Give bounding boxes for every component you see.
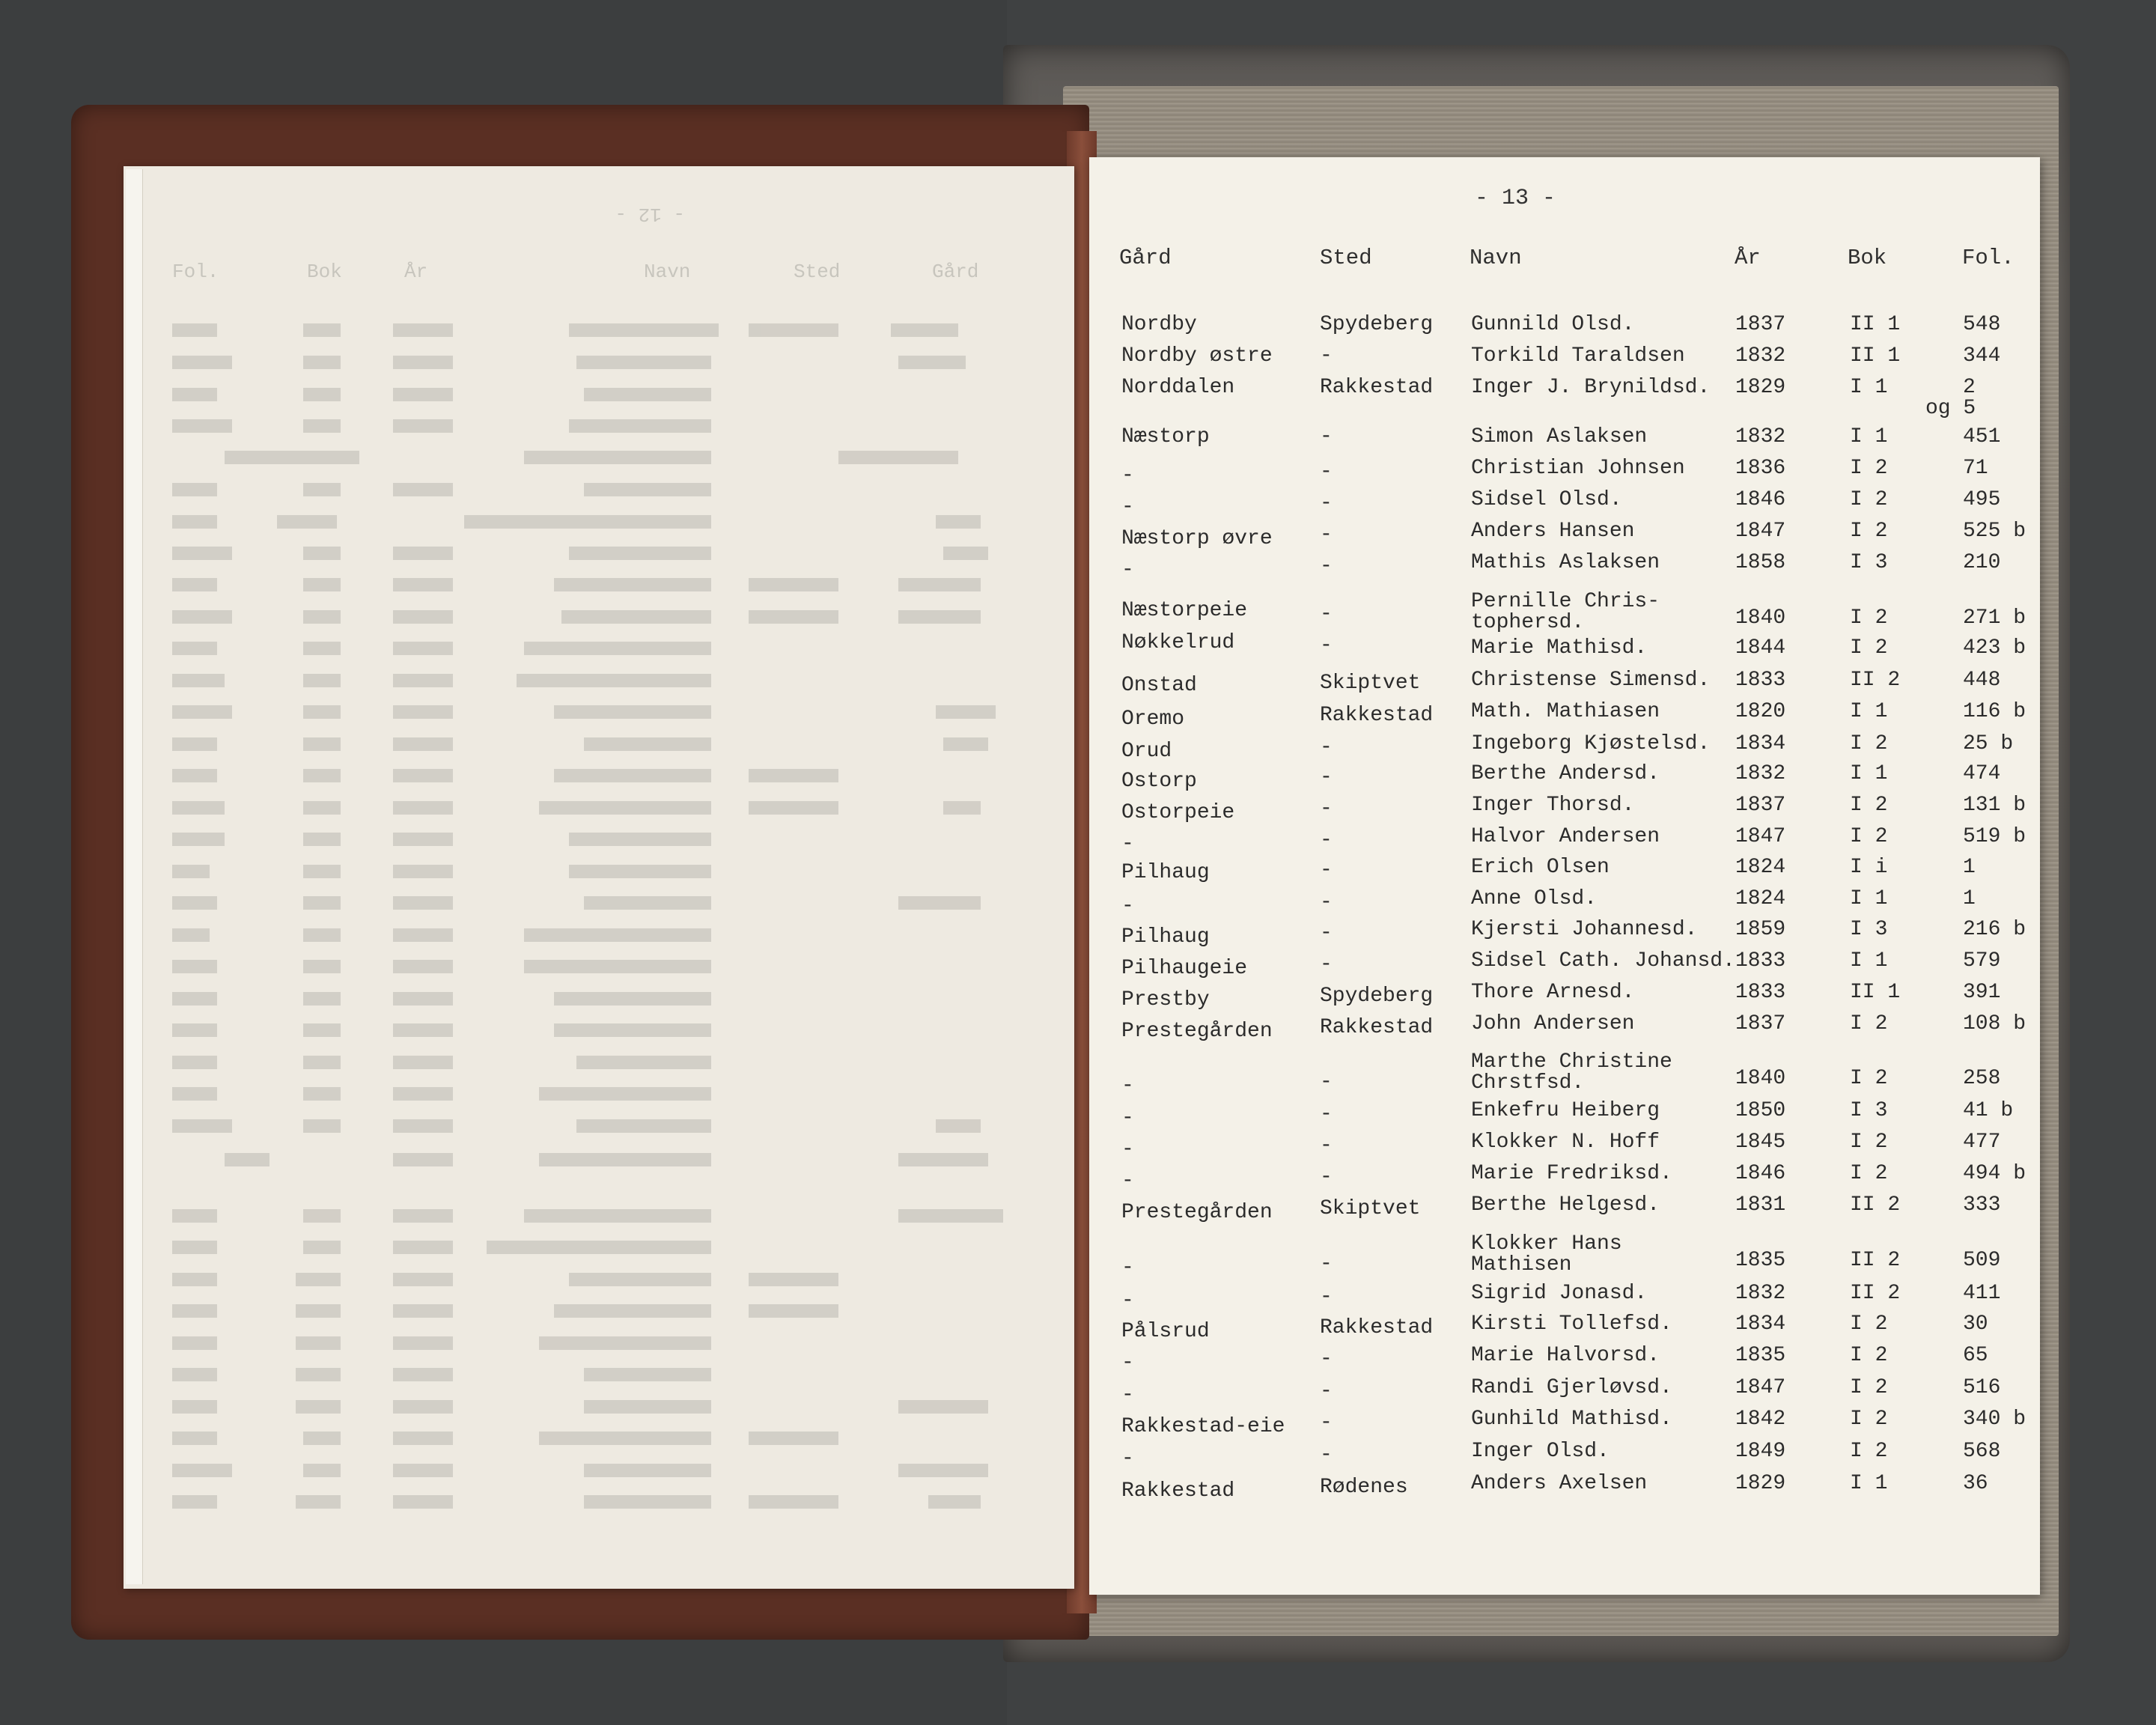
- cell-bok: II 1: [1850, 981, 1901, 1004]
- right-page-number: - 13 -: [1475, 186, 1556, 211]
- cell-fol: 65: [1963, 1344, 1988, 1367]
- cell-bok: I 2: [1850, 1440, 1888, 1463]
- cell-bok: I 2: [1850, 1012, 1888, 1035]
- left-page-number: - 12 -: [615, 203, 685, 225]
- header-fol: Fol.: [1962, 246, 2015, 270]
- cell-sted: -: [1320, 891, 1333, 914]
- cell-fol: 41 b: [1963, 1099, 2014, 1122]
- cell-ar: 1832: [1735, 344, 1786, 368]
- cell-ar: 1847: [1735, 825, 1786, 848]
- left-header-navn: Navn: [644, 261, 691, 283]
- cell-fol: 525 b: [1963, 520, 2026, 543]
- cell-sted: -: [1320, 922, 1333, 945]
- cell-ar: 1829: [1735, 1472, 1786, 1495]
- cell-navn: Erich Olsen: [1471, 856, 1610, 879]
- cell-sted: -: [1320, 633, 1333, 657]
- cell-navn: Gunnild Olsd.: [1471, 313, 1635, 336]
- cell-navn: Sidsel Cath. Johansd.: [1471, 949, 1735, 973]
- cell-navn-continued: Chrstfsd.: [1471, 1071, 1585, 1095]
- left-header-bok: Bok: [307, 261, 342, 283]
- cell-navn: Inger J. Brynildsd.: [1471, 376, 1711, 399]
- cell-gard: -: [1121, 895, 1134, 918]
- cell-fol: 71: [1963, 457, 1988, 480]
- header-ar: År: [1735, 246, 1761, 270]
- cell-ar: 1835: [1735, 1344, 1786, 1367]
- cell-gard: -: [1121, 1447, 1134, 1470]
- cell-sted: Skiptvet: [1320, 671, 1421, 695]
- cell-bok: I 1: [1850, 1472, 1888, 1495]
- cell-bok: I 3: [1850, 918, 1888, 941]
- page-left: [124, 166, 1074, 1589]
- cell-fol: 519 b: [1963, 825, 2026, 848]
- cell-sted: -: [1320, 953, 1333, 976]
- cell-bok: I 1: [1850, 887, 1888, 910]
- cell-sted: -: [1320, 766, 1333, 789]
- cell-navn: Randi Gjerløvsd.: [1471, 1376, 1672, 1399]
- cell-fol: 25 b: [1963, 732, 2014, 755]
- cell-sted: Rakkestad: [1320, 1316, 1434, 1339]
- cell-fol: 391: [1963, 981, 2001, 1004]
- cell-navn: Ingeborg Kjøstelsd.: [1471, 732, 1711, 755]
- cell-navn: Christian Johnsen: [1471, 457, 1685, 480]
- cell-gard: Ostorpeie: [1121, 801, 1235, 824]
- cell-bok: I 2: [1850, 1344, 1888, 1367]
- cell-gard: Ostorp: [1121, 770, 1197, 793]
- cell-ar: 1836: [1735, 457, 1786, 480]
- note-og-5: og 5: [1925, 397, 1976, 420]
- cell-sted: -: [1320, 1253, 1333, 1276]
- cell-sted: Spydeberg: [1320, 313, 1434, 336]
- cell-bok: I 1: [1850, 700, 1888, 723]
- cell-fol: 494 b: [1963, 1162, 2026, 1185]
- cell-navn: Thore Arnesd.: [1471, 981, 1635, 1004]
- cell-ar: 1847: [1735, 520, 1786, 543]
- cell-navn: Kjersti Johannesd.: [1471, 918, 1698, 941]
- cell-ar: 1859: [1735, 918, 1786, 941]
- cell-gard: -: [1121, 496, 1134, 519]
- left-header-ar: År: [404, 261, 428, 283]
- cell-bok: I 1: [1850, 425, 1888, 448]
- cell-gard: -: [1121, 559, 1134, 582]
- cell-fol: 116 b: [1963, 700, 2026, 723]
- cell-gard: Rakkestad: [1121, 1479, 1235, 1503]
- cell-gard: -: [1121, 1351, 1134, 1375]
- cell-navn: Enkefru Heiberg: [1471, 1099, 1660, 1122]
- cell-bok: I 1: [1850, 376, 1888, 399]
- cell-sted: -: [1320, 1286, 1333, 1309]
- cell-sted: -: [1320, 736, 1333, 759]
- cell-bok: II 1: [1850, 313, 1901, 336]
- cell-bok: I 2: [1850, 488, 1888, 511]
- cell-ar: 1835: [1735, 1249, 1786, 1272]
- cell-bok: I 2: [1850, 794, 1888, 817]
- cell-bok: II 2: [1850, 1193, 1901, 1217]
- cell-navn: Inger Thorsd.: [1471, 794, 1635, 817]
- cell-navn: Kirsti Tollefsd.: [1471, 1312, 1672, 1336]
- cell-fol: 131 b: [1963, 794, 2026, 817]
- cell-bok: I 2: [1850, 606, 1888, 630]
- cell-bok: I 3: [1850, 551, 1888, 574]
- cell-ar: 1837: [1735, 313, 1786, 336]
- cell-fol: 516: [1963, 1376, 2001, 1399]
- cell-ar: 1832: [1735, 762, 1786, 785]
- cell-gard: Næstorp: [1121, 425, 1210, 448]
- cell-bok: I 2: [1850, 1376, 1888, 1399]
- page-left-edge: [126, 169, 143, 1584]
- cell-navn: Berthe Andersd.: [1471, 762, 1660, 785]
- cell-gard: Prestegården: [1121, 1201, 1273, 1224]
- cell-ar: 1833: [1735, 669, 1786, 692]
- cell-navn: Christense Simensd.: [1471, 669, 1711, 692]
- cell-fol: 258: [1963, 1067, 2001, 1090]
- cell-fol: 271 b: [1963, 606, 2026, 630]
- cell-sted: -: [1320, 858, 1333, 882]
- cell-ar: 1837: [1735, 794, 1786, 817]
- cell-ar: 1833: [1735, 949, 1786, 973]
- cell-sted: -: [1320, 1166, 1333, 1189]
- cell-sted: -: [1320, 829, 1333, 852]
- cell-bok: I 2: [1850, 636, 1888, 660]
- cell-sted: -: [1320, 1134, 1333, 1157]
- cell-fol: 579: [1963, 949, 2001, 973]
- cell-ar: 1850: [1735, 1099, 1786, 1122]
- cell-navn: Marie Mathisd.: [1471, 636, 1648, 660]
- cell-fol: 423 b: [1963, 636, 2026, 660]
- cell-gard: Næstorp øvre: [1121, 527, 1273, 550]
- cell-gard: -: [1121, 1107, 1134, 1130]
- cell-sted: -: [1320, 555, 1333, 578]
- cell-fol: 108 b: [1963, 1012, 2026, 1035]
- cell-gard: Prestegården: [1121, 1020, 1273, 1043]
- cell-fol: 474: [1963, 762, 2001, 785]
- cell-navn: Simon Aslaksen: [1471, 425, 1648, 448]
- cell-gard: Næstorpeie: [1121, 599, 1248, 622]
- cell-fol: 451: [1963, 425, 2001, 448]
- cell-fol: 344: [1963, 344, 2001, 368]
- cell-sted: Skiptvet: [1320, 1197, 1421, 1220]
- cell-bok: I 2: [1850, 732, 1888, 755]
- header-sted: Sted: [1320, 246, 1372, 270]
- cell-navn: Mathis Aslaksen: [1471, 551, 1660, 574]
- cell-gard: -: [1121, 1138, 1134, 1161]
- cell-navn-continued: tophersd.: [1471, 611, 1585, 634]
- cell-ar: 1824: [1735, 856, 1786, 879]
- cell-ar: 1824: [1735, 887, 1786, 910]
- cell-sted: -: [1320, 523, 1333, 547]
- cell-fol: 495: [1963, 488, 2001, 511]
- cell-sted: -: [1320, 1103, 1333, 1126]
- cell-navn: Pernille Chris-: [1471, 590, 1660, 613]
- cell-fol: 340 b: [1963, 1408, 2026, 1431]
- cell-sted: -: [1320, 1071, 1333, 1094]
- cell-navn: Marie Halvorsd.: [1471, 1344, 1660, 1367]
- cell-bok: I 3: [1850, 1099, 1888, 1122]
- cell-fol: 548: [1963, 313, 2001, 336]
- cell-ar: 1831: [1735, 1193, 1786, 1217]
- cell-ar: 1832: [1735, 1282, 1786, 1305]
- cell-ar: 1840: [1735, 606, 1786, 630]
- cell-sted: Rakkestad: [1320, 1016, 1434, 1039]
- left-header-fol: Fol.: [172, 261, 219, 283]
- cell-ar: 1842: [1735, 1408, 1786, 1431]
- cell-gard: -: [1121, 833, 1134, 856]
- cell-navn: Torkild Taraldsen: [1471, 344, 1685, 368]
- cell-bok: II 1: [1850, 344, 1901, 368]
- cell-bok: I 2: [1850, 825, 1888, 848]
- cell-sted: Rødenes: [1320, 1476, 1408, 1499]
- cell-ar: 1846: [1735, 488, 1786, 511]
- cell-bok: II 2: [1850, 1249, 1901, 1272]
- cell-navn: Berthe Helgesd.: [1471, 1193, 1660, 1217]
- cell-sted: -: [1320, 603, 1333, 626]
- cell-navn: Marie Fredriksd.: [1471, 1162, 1672, 1185]
- cell-ar: 1832: [1735, 425, 1786, 448]
- cell-gard: Nøkkelrud: [1121, 631, 1235, 654]
- left-header-gard: Gård: [932, 261, 979, 283]
- cell-fol: 36: [1963, 1472, 1988, 1495]
- header-navn: Navn: [1470, 246, 1522, 270]
- cell-gard: Nordby: [1121, 313, 1197, 336]
- cell-gard: Prestby: [1121, 988, 1210, 1011]
- cell-sted: -: [1320, 1348, 1333, 1371]
- cell-sted: Rakkestad: [1320, 704, 1434, 727]
- cell-fol: 210: [1963, 551, 2001, 574]
- cell-navn: Klokker Hans: [1471, 1232, 1622, 1256]
- cell-ar: 1820: [1735, 700, 1786, 723]
- cell-bok: I 2: [1850, 1162, 1888, 1185]
- cell-gard: Orud: [1121, 740, 1172, 763]
- cell-ar: 1833: [1735, 981, 1786, 1004]
- cell-sted: -: [1320, 425, 1333, 448]
- cell-bok: I 2: [1850, 520, 1888, 543]
- cell-gard: Nordby østre: [1121, 344, 1273, 368]
- cell-ar: 1837: [1735, 1012, 1786, 1035]
- cell-sted: -: [1320, 1380, 1333, 1403]
- cell-bok: I 2: [1850, 1067, 1888, 1090]
- left-header-sted: Sted: [794, 261, 841, 283]
- cell-fol: 509: [1963, 1249, 2001, 1272]
- cell-navn: Anders Hansen: [1471, 520, 1635, 543]
- cell-bok: I 1: [1850, 762, 1888, 785]
- cell-navn: Sidsel Olsd.: [1471, 488, 1622, 511]
- cell-fol: 333: [1963, 1193, 2001, 1217]
- cell-fol: 1: [1963, 887, 1976, 910]
- cell-gard: -: [1121, 1384, 1134, 1407]
- cell-gard: Pilhaug: [1121, 861, 1210, 884]
- cell-navn-continued: Mathisen: [1471, 1253, 1572, 1277]
- cell-fol: 1: [1963, 856, 1976, 879]
- cell-navn: Klokker N. Hoff: [1471, 1131, 1660, 1154]
- header-bok: Bok: [1848, 246, 1887, 270]
- cell-sted: -: [1320, 460, 1333, 484]
- cell-bok: I 1: [1850, 949, 1888, 973]
- cell-gard: -: [1121, 464, 1134, 487]
- cell-sted: -: [1320, 1411, 1333, 1435]
- cell-navn: Sigrid Jonasd.: [1471, 1282, 1648, 1305]
- cell-ar: 1846: [1735, 1162, 1786, 1185]
- cell-fol: 2: [1963, 376, 1976, 399]
- cell-ar: 1834: [1735, 1312, 1786, 1336]
- cell-navn: Inger Olsd.: [1471, 1440, 1610, 1463]
- cell-bok: I i: [1850, 856, 1888, 879]
- cell-gard: Pilhaugeie: [1121, 957, 1248, 980]
- cell-navn: Anne Olsd.: [1471, 887, 1598, 910]
- cell-sted: Rakkestad: [1320, 376, 1434, 399]
- cell-sted: Spydeberg: [1320, 985, 1434, 1008]
- cell-ar: 1847: [1735, 1376, 1786, 1399]
- cell-navn: Anders Axelsen: [1471, 1472, 1648, 1495]
- cell-gard: -: [1121, 1289, 1134, 1312]
- cell-ar: 1829: [1735, 376, 1786, 399]
- cell-navn: Marthe Christine: [1471, 1050, 1672, 1074]
- cell-fol: 411: [1963, 1282, 2001, 1305]
- cell-gard: -: [1121, 1256, 1134, 1280]
- cell-gard: Pilhaug: [1121, 925, 1210, 949]
- cell-sted: -: [1320, 492, 1333, 515]
- cell-fol: 448: [1963, 669, 2001, 692]
- cell-sted: -: [1320, 1443, 1333, 1467]
- cell-bok: II 2: [1850, 1282, 1901, 1305]
- cell-gard: Rakkestad-eie: [1121, 1415, 1285, 1438]
- cell-fol: 30: [1963, 1312, 1988, 1336]
- cell-bok: I 2: [1850, 457, 1888, 480]
- cell-gard: -: [1121, 1074, 1134, 1098]
- cell-ar: 1858: [1735, 551, 1786, 574]
- cell-navn: Math. Mathiasen: [1471, 700, 1660, 723]
- cell-navn: John Andersen: [1471, 1012, 1635, 1035]
- cell-navn: Halvor Andersen: [1471, 825, 1660, 848]
- cell-bok: I 2: [1850, 1312, 1888, 1336]
- cell-ar: 1834: [1735, 732, 1786, 755]
- cell-gard: Oremo: [1121, 708, 1185, 731]
- cell-fol: 216 b: [1963, 918, 2026, 941]
- cell-ar: 1849: [1735, 1440, 1786, 1463]
- cell-bok: II 2: [1850, 669, 1901, 692]
- cell-sted: -: [1320, 797, 1333, 821]
- cell-ar: 1840: [1735, 1067, 1786, 1090]
- cell-sted: -: [1320, 344, 1333, 368]
- cell-gard: -: [1121, 1169, 1134, 1193]
- cell-gard: Norddalen: [1121, 376, 1235, 399]
- cell-gard: Onstad: [1121, 674, 1197, 697]
- cell-fol: 477: [1963, 1131, 2001, 1154]
- cell-gard: Pålsrud: [1121, 1320, 1210, 1343]
- header-gard: Gård: [1119, 246, 1172, 270]
- cell-ar: 1844: [1735, 636, 1786, 660]
- cell-navn: Gunhild Mathisd.: [1471, 1408, 1672, 1431]
- cell-bok: I 2: [1850, 1408, 1888, 1431]
- cell-ar: 1845: [1735, 1131, 1786, 1154]
- cell-fol: 568: [1963, 1440, 2001, 1463]
- cell-bok: I 2: [1850, 1131, 1888, 1154]
